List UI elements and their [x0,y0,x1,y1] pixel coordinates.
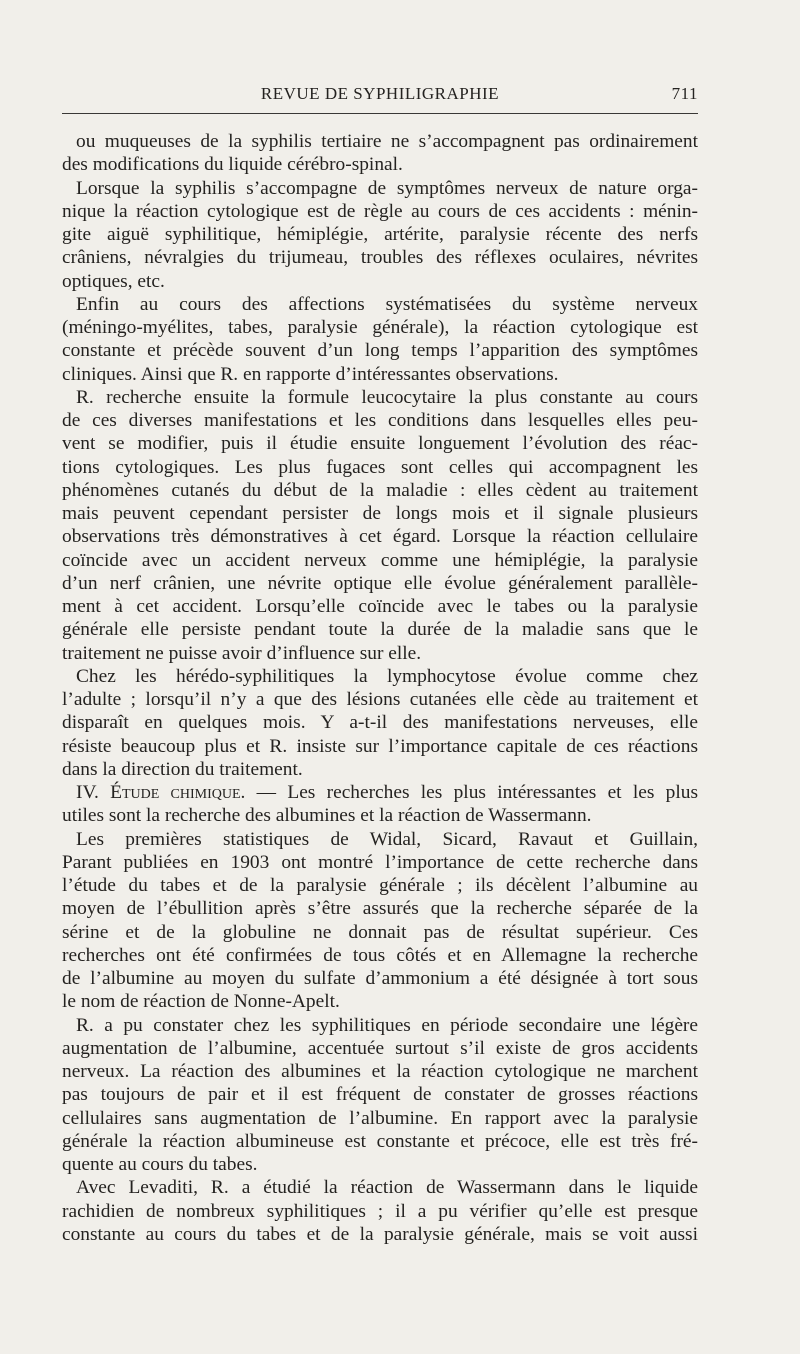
text-line: R. a pu constater chez les syphilitiques en période secondaire une légère [76,1014,698,1036]
text-run: — Les recherches les plus intéressantes et les plus [245,782,698,803]
text-line: résiste beaucoup plus et R. insiste sur l’importance capitale de ces réactions [62,735,698,757]
running-title: REVUE DE SYPHILIGRAPHIE [260,84,500,103]
text-line: cellulaires sans augmentation de l’albumine. En rapport avec la paralysie [62,1107,698,1129]
text-line: disparaît en quelques mois. Y a-t-il des manifestations nerveuses, elle [62,712,698,734]
text-line: gite aiguë syphilitique, hémiplégie, artérite, paralysie récente des nerfs [62,224,698,245]
paragraph [62,1014,698,1177]
text-line: (méningo-myélites, tabes, paralysie générale), la réaction cytologique est [62,317,698,338]
page-number: 711 [671,84,698,103]
text-line: constante au cours du tabes et de la paralysie générale, mais se voit aussi [62,1223,698,1245]
text-line: tions cytologiques. Les plus fugaces sont celles qui accompagnent les [62,456,698,478]
text-line [62,781,698,804]
text-line: Avec Levaditi, R. a étudié la réaction de Wassermann dans le liquide [76,1177,698,1199]
text-line: crâniens, névralgies du trijumeau, troubles des réflexes oculaires, névrites [62,247,698,269]
text-line: vent se modifier, puis il étudie ensuite longuement l’évolution des réac- [62,433,698,455]
text-line: ou muqueuses de la syphilis tertiaire ne s’accompagnent pas ordinairement [76,131,698,152]
text-line: Les premières statistiques de Widal, Sicard, Ravaut et Guillain, [76,828,698,850]
section-number: IV. [76,782,111,803]
text-line: cliniques. Ainsi que R. en rapporte d’intéressantes observations. [62,363,559,385]
paragraph [62,293,698,386]
text-line: de ces diverses manifestations et les conditions dans lesquelles elles peu- [62,410,698,431]
text-line: traitement ne puisse avoir d’influence sur elle. [62,642,422,664]
text-line: coïncide avec un accident nerveux comme une hémiplégie, la paralysie [62,549,698,571]
text-line: pas toujours de pair et il est fréquent de constater de grosses réactions [62,1084,698,1106]
text-line: nique la réaction cytologique est de règle au cours de ces accidents : ménin- [62,200,698,222]
text-line: le nom de réaction de Nonne-Apelt. [62,991,340,1013]
text-line: constante et précède souvent d’un long temps l’apparition des symptômes [62,340,698,362]
text-line: l’adulte ; lorsqu’il n’y a que des lésions cutanées elle cède au traitement et [62,689,698,710]
text-line: observations très démonstratives à cet égard. Lorsque la réaction cellulaire [62,526,698,548]
text-line: optiques, etc. [62,270,165,292]
section-paragraph [62,781,698,828]
text-line: mais peuvent cependant persister de longs mois et il signale plusieurs [62,503,698,524]
paragraph [62,828,698,1014]
paragraph [62,177,698,293]
text-line: d’un nerf crânien, une névrite optique elle évolue généralement parallèle- [62,572,698,594]
text-line: Chez les hérédo-syphilitiques la lymphocytose évolue comme chez [76,665,698,687]
paragraph [62,1176,698,1246]
text-line: rachidien de nombreux syphilitiques ; il a pu vérifier qu’elle est presque [62,1200,698,1222]
text-line: quente au cours du tabes. [62,1154,258,1175]
text-line: utiles sont la recherche des albumines et la réaction de Wassermann. [62,805,592,827]
text-line: l’étude du tabes et de la paralysie générale ; ils décèlent l’albumine au [62,875,698,896]
header-rule [62,113,698,114]
text-line: nerveux. La réaction des albumines et la réaction cytologique ne marchent [62,1061,698,1082]
text-line: moyen de l’ébullition après s’être assurés que la recherche séparée de la [62,898,698,920]
text-line: R. recherche ensuite la formule leucocytaire la plus constante au cours [76,386,698,408]
text-line: augmentation de l’albumine, accentuée surtout s’il existe de gros accidents [62,1037,698,1059]
text-line: dans la direction du traitement. [62,758,303,780]
text-line: ment à cet accident. Lorsqu’elle coïncide avec le tabes ou la paralysie [62,596,698,617]
body-text [62,130,698,1246]
text-line: sérine et de la globuline ne donnait pas de résultat supérieur. Ces [62,921,698,943]
text-line: Enfin au cours des affections systématisées du système nerveux [76,293,698,315]
paragraph [62,130,698,177]
text-line: des modifications du liquide cérébro-spinal. [62,154,403,176]
text-line: générale elle persiste pendant toute la durée de la maladie sans que le [62,619,698,641]
page-header [62,84,698,110]
text-line: Parant publiées en 1903 ont montré l’importance de cette recherche dans [62,851,698,873]
paragraph [62,665,698,781]
paragraph [62,386,698,665]
text-line: recherches ont été confirmées de tous côtés et en Allemagne la recherche [62,944,698,966]
text-line: générale la réaction albumineuse est constante et précoce, elle est très fré- [62,1130,698,1152]
text-line: phénomènes cutanés du début de la maladie : elles cèdent au traitement [62,479,698,501]
text-line: Lorsque la syphilis s’accompagne de symptômes nerveux de nature orga- [76,177,698,199]
section-heading: Étude chimique. [110,782,246,803]
text-line: de l’albumine au moyen du sulfate d’ammonium a été désignée à tort sous [62,968,698,989]
